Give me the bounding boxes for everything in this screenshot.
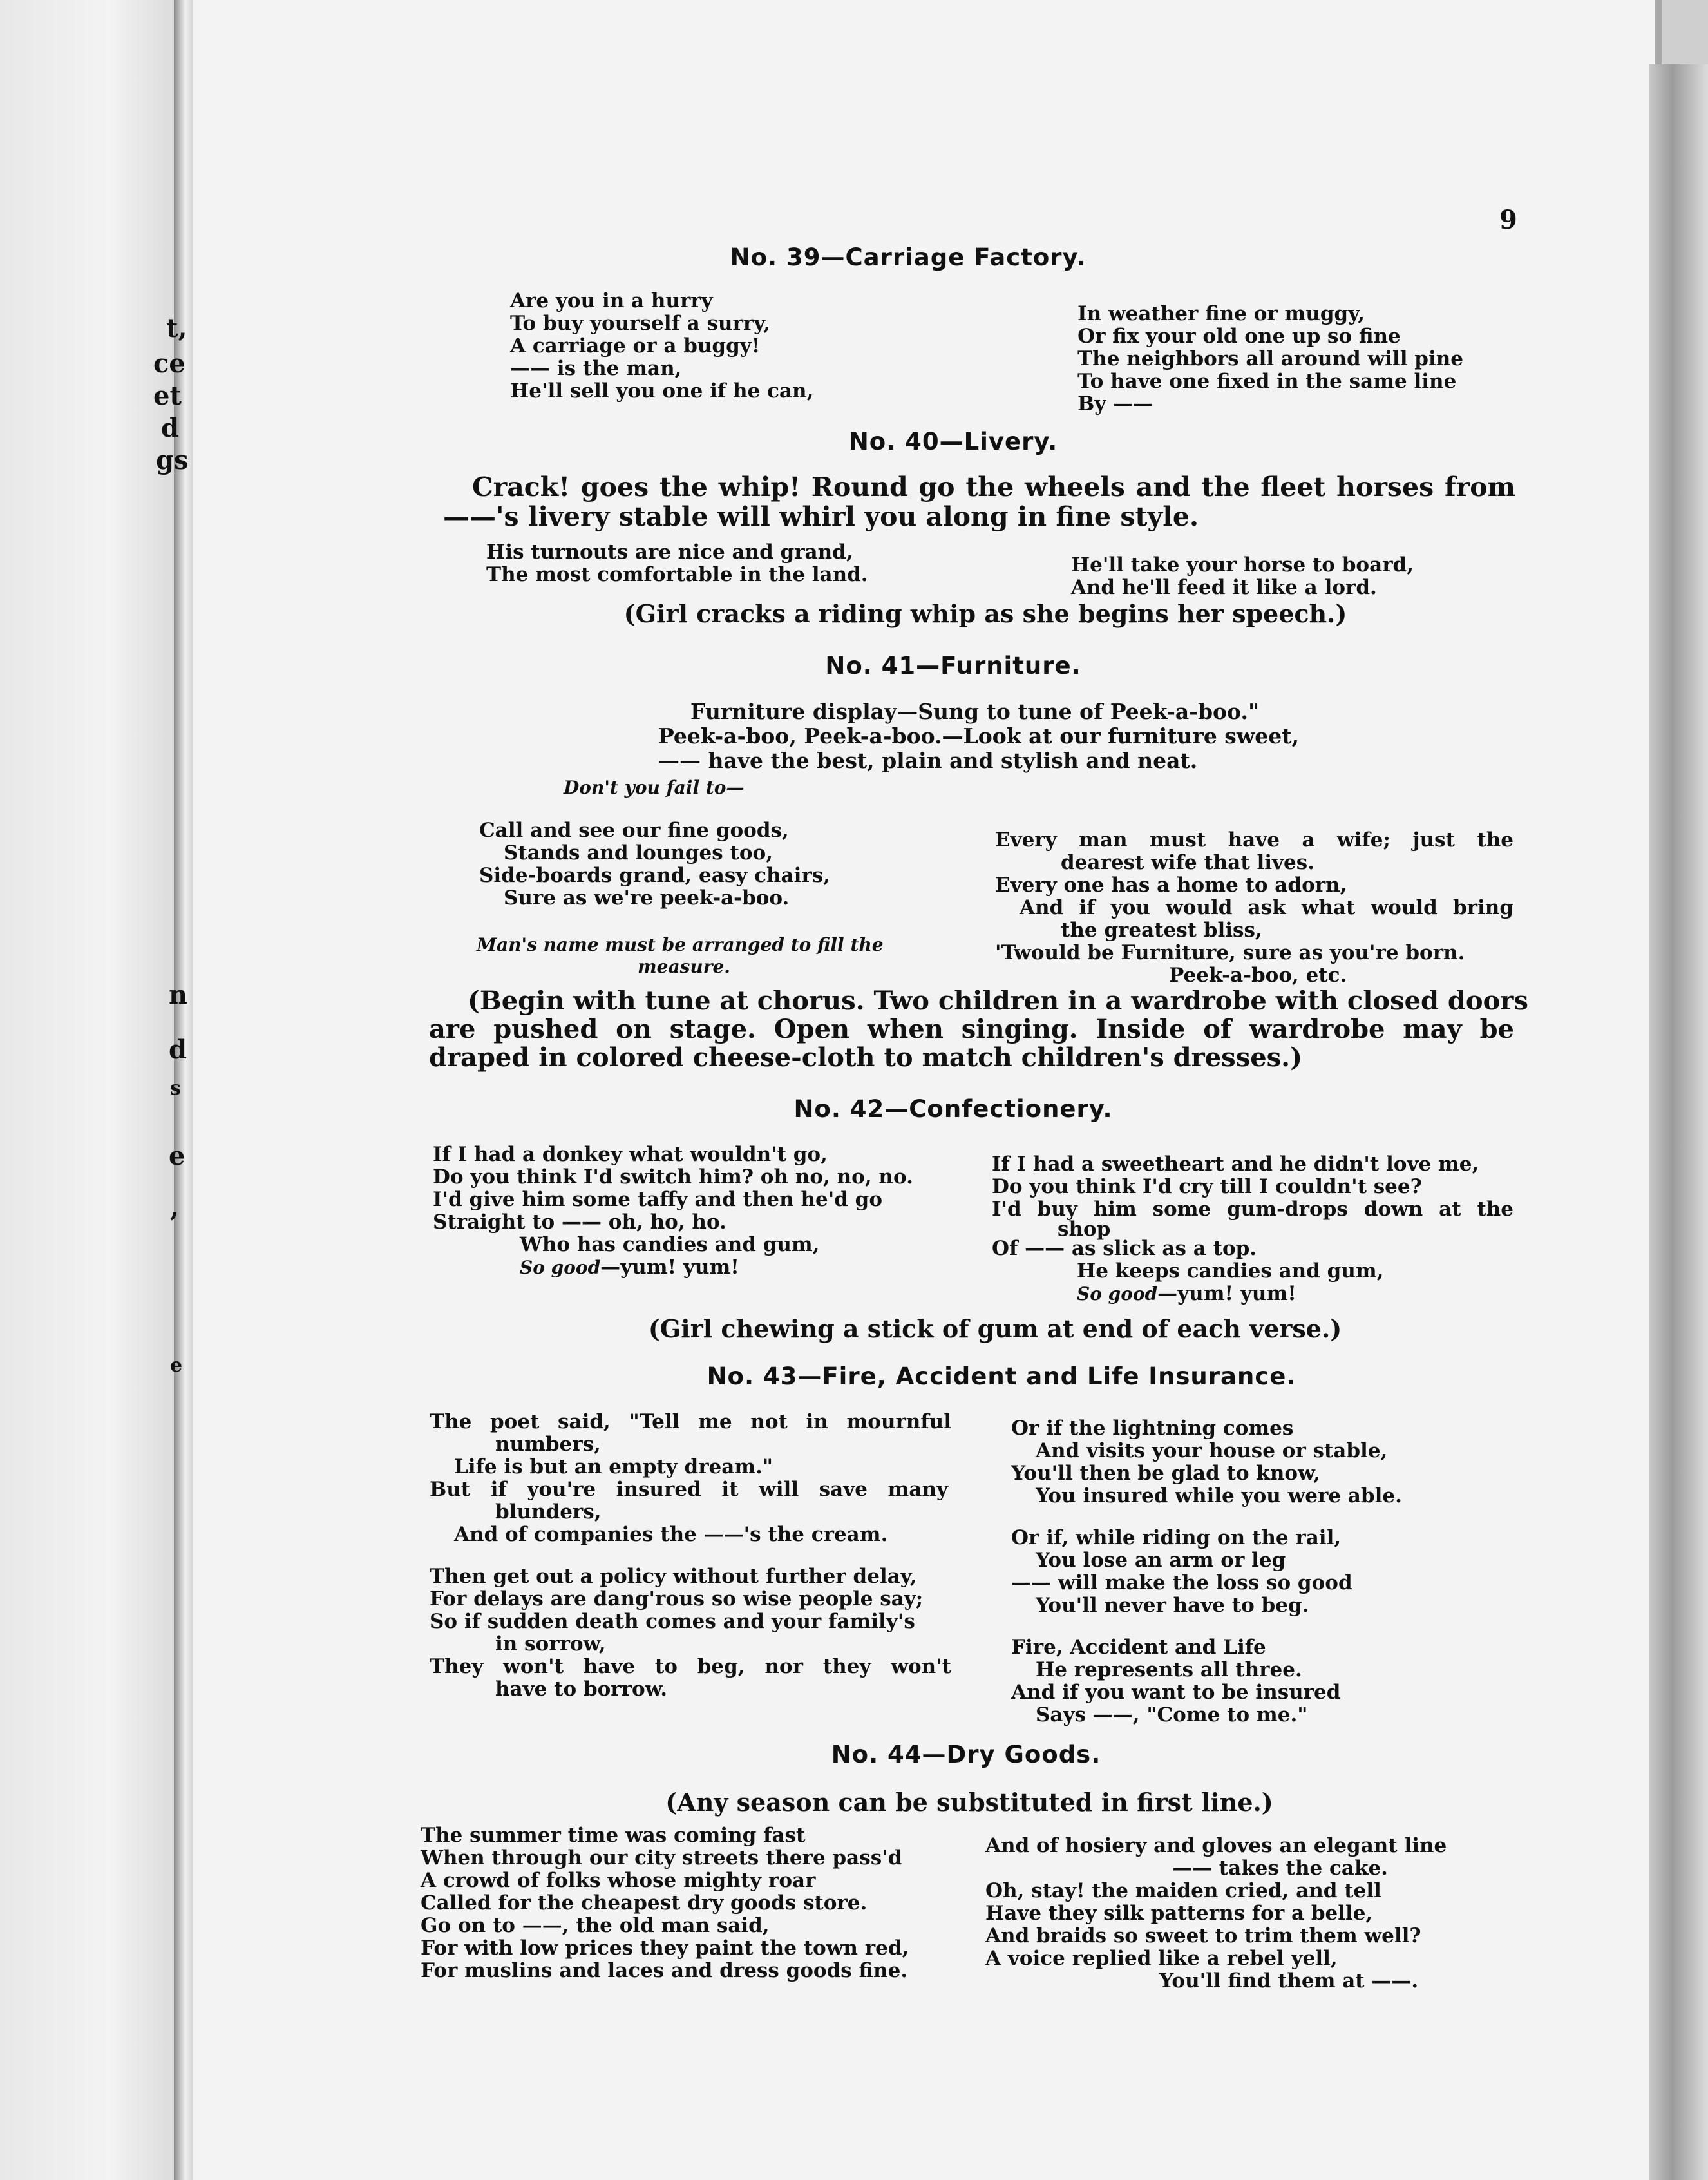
section-40-prose	[443, 472, 1515, 531]
verse-line: —— is the man,	[510, 357, 682, 380]
verse-line: Called for the cheapest dry goods store.	[421, 1891, 868, 1915]
verse-line: But if you're insured it will save many	[430, 1478, 948, 1501]
section-40-heading-wrap	[728, 428, 1179, 455]
verse-text: —yum! yum!	[600, 1256, 739, 1279]
section-41-heading-wrap	[708, 652, 1198, 680]
verse-line: I'd give him some taffy and then he'd go	[433, 1188, 883, 1211]
verse-line: The poet said, "Tell me not in mournful	[430, 1410, 951, 1433]
instruction-line: Man's name must be arranged to fill the	[477, 934, 884, 955]
verse-line: Fire, Accident and Life	[1011, 1636, 1266, 1659]
verse-line: You'll never have to beg.	[1036, 1594, 1309, 1617]
page-number: 9	[1499, 205, 1517, 235]
section-heading: No. 42—Confectionery.	[793, 1095, 1113, 1123]
cue-text: Don't you fail to—	[564, 777, 745, 798]
verse-line: Peek-a-boo, etc.	[1169, 964, 1347, 987]
verse-line: Oh, stay! the maiden cried, and tell	[985, 1879, 1381, 1902]
verse-line: To buy yourself a surry,	[510, 312, 771, 335]
verse-line: The summer time was coming fast	[421, 1824, 806, 1847]
section-44-right-verse	[985, 1835, 1501, 1993]
stage-direction: (Girl cracks a riding whip as she begins her speech.)	[623, 599, 1347, 628]
section-43-left-verse	[430, 1411, 951, 1701]
verse-line: dearest wife that lives.	[1061, 851, 1315, 874]
verse-line: in sorrow,	[495, 1632, 606, 1656]
margin-fragment: d	[161, 413, 179, 443]
italic-text: So good	[1077, 1283, 1158, 1305]
section-41-intro	[644, 700, 1352, 773]
section-42-left-verse	[433, 1143, 935, 1279]
section-44-left-verse	[421, 1824, 955, 1982]
verse-line: By ——	[1077, 392, 1153, 416]
margin-fragment: d	[169, 1035, 187, 1065]
verse-text: —yum! yum!	[1157, 1282, 1296, 1305]
margin-fragment: ,	[170, 1192, 179, 1223]
verse-line: Says ——, "Come to me."	[1036, 1703, 1308, 1726]
section-heading: No. 43—Fire, Accident and Life Insurance.	[707, 1362, 1296, 1390]
verse-line: Have they silk patterns for a belle,	[985, 1902, 1373, 1925]
margin-fragment: ce	[153, 349, 185, 379]
verse-line: Or if the lightning comes	[1011, 1417, 1294, 1440]
stage-direction: (Any season can be substituted in first line.)	[665, 1788, 1273, 1817]
intro-line: —— have the best, plain and stylish and neat.	[658, 748, 1198, 773]
verse-line: Are you in a hurry	[510, 289, 713, 312]
verse-line: A voice replied like a rebel yell,	[985, 1947, 1338, 1970]
margin-fragment: s	[170, 1077, 181, 1100]
verse-line: —— will make the loss so good	[1011, 1571, 1352, 1594]
section-41-prose	[429, 986, 1528, 1073]
italic-text: So good	[520, 1257, 601, 1278]
prose-line: are pushed on stage. Open when singing. Inside of wardrobe may be	[429, 1014, 1514, 1044]
verse-line: When through our city streets there pass'd	[421, 1846, 902, 1869]
verse-line: And visits your house or stable,	[1036, 1439, 1388, 1462]
verse-line: Who has candies and gum,	[520, 1233, 820, 1256]
verse-line: And if you would ask what would bring	[1020, 896, 1513, 919]
stanza-gap	[1011, 1507, 1513, 1527]
verse-line: Straight to —— oh, ho, ho.	[433, 1210, 726, 1234]
section-heading: No. 39—Carriage Factory.	[730, 244, 1086, 271]
verse-line: Every one has a home to adorn,	[995, 874, 1347, 897]
verse-line: Of —— as slick as a top.	[992, 1237, 1257, 1260]
verse-line: For muslins and laces and dress goods fine.	[421, 1959, 908, 1982]
verse-line: In weather fine or muggy,	[1077, 302, 1365, 325]
verse-line: You lose an arm or leg	[1036, 1549, 1286, 1572]
margin-fragment: e	[169, 1141, 185, 1171]
section-40-verses	[486, 541, 1414, 599]
verse-line: And he'll feed it like a lord.	[1070, 576, 1377, 599]
verse-line: And if you want to be insured	[1011, 1681, 1341, 1704]
verse-right	[1071, 554, 1414, 599]
intro-line: Peek-a-boo, Peek-a-boo.—Look at our furniture sweet,	[658, 723, 1300, 749]
section-heading: No. 41—Furniture.	[825, 652, 1081, 680]
section-44-note-wrap	[599, 1788, 1340, 1817]
verse-line: You'll find them at ——.	[1159, 1969, 1419, 1993]
verse-line: A carriage or a buggy!	[510, 334, 761, 358]
section-42-heading-wrap	[644, 1095, 1262, 1123]
margin-fragment: e	[170, 1354, 183, 1377]
verse-line: Side-boards grand, easy chairs,	[479, 864, 830, 887]
verse-line: His turnouts are nice and grand,	[486, 540, 853, 564]
verse-line	[992, 1283, 1513, 1305]
verse-line: He'll take your horse to board,	[1070, 553, 1414, 577]
verse-line: You insured while you were able.	[1036, 1484, 1402, 1507]
verse-line: Sure as we're peek-a-boo.	[504, 886, 790, 910]
verse-line: If I had a sweetheart and he didn't love me,	[992, 1152, 1479, 1176]
section-heading: No. 44—Dry Goods.	[831, 1741, 1101, 1768]
verse-line: Do you think I'd cry till I couldn't see?	[992, 1175, 1422, 1198]
instruction-line: measure.	[638, 956, 731, 977]
section-39-verses	[510, 290, 1463, 416]
verse-line: He represents all three.	[1036, 1658, 1302, 1681]
verse-line: Then get out a policy without further delay,	[430, 1565, 917, 1588]
section-42-note-wrap	[593, 1314, 1398, 1343]
prose-line: draped in colored cheese-cloth to match children's dresses.)	[429, 1042, 1303, 1073]
stanza-gap	[430, 1546, 951, 1565]
verse-line: Life is but an empty dream."	[454, 1455, 773, 1478]
verse-line: A crowd of folks whose mighty roar	[421, 1869, 816, 1892]
margin-fragment: n	[169, 980, 188, 1010]
prose-line: Crack! goes the whip! Round go the wheels and the fleet horses from	[472, 472, 1515, 502]
section-43-right-verse	[1011, 1417, 1513, 1726]
section-41-left-verse	[479, 819, 930, 910]
verse-line: Go on to ——, the old man said,	[421, 1914, 770, 1937]
verse-line: They won't have to beg, nor they won't	[430, 1655, 951, 1678]
verse-line: the greatest bliss,	[1061, 919, 1262, 942]
section-41-left-note	[477, 934, 940, 978]
prose-line: (Begin with tune at chorus. Two children in a wardrobe with closed doors	[468, 986, 1528, 1016]
verse-line: He keeps candies and gum,	[1077, 1259, 1384, 1283]
verse-left	[486, 541, 868, 599]
verse-line: Every man must have a wife; just the	[995, 828, 1513, 852]
verse-line: 'Twould be Furniture, sure as you're born.	[995, 941, 1465, 964]
verse-line: You'll then be glad to know,	[1011, 1462, 1321, 1485]
verse-line: To have one fixed in the same line	[1077, 370, 1457, 393]
verse-line: blunders,	[495, 1500, 602, 1524]
verse-line: Do you think I'd switch him? oh no, no, no.	[433, 1165, 913, 1189]
margin-fragment: gs	[156, 445, 189, 475]
verse-line: And of companies the ——'s the cream.	[454, 1523, 888, 1546]
verse-line: The neighbors all around will pine	[1077, 347, 1463, 370]
verse-line: Call and see our fine goods,	[479, 819, 789, 842]
page-edge	[1649, 64, 1708, 2180]
verse-line: have to borrow.	[495, 1678, 667, 1701]
verse-line: shop	[1058, 1218, 1111, 1241]
verse-line: Or fix your old one up so fine	[1077, 325, 1401, 348]
section-39-heading-wrap	[644, 244, 1172, 271]
intro-line: Furniture display—Sung to tune of Peek-a-boo."	[690, 699, 1260, 724]
verse-line: numbers,	[495, 1433, 601, 1456]
margin-fragment: et	[153, 381, 182, 411]
verse-line	[433, 1256, 935, 1279]
verse-line: For with low prices they paint the town red,	[421, 1936, 909, 1960]
stanza-gap	[1011, 1617, 1513, 1636]
verse-line: He'll sell you one if he can,	[510, 379, 814, 403]
margin-fragment: t,	[166, 313, 187, 343]
verse-line: And braids so sweet to trim them well?	[985, 1924, 1421, 1947]
verse-line: Stands and lounges too,	[504, 841, 773, 865]
verse-line: And of hosiery and gloves an elegant line	[985, 1834, 1447, 1857]
section-43-heading-wrap	[605, 1362, 1398, 1390]
verse-line: So if sudden death comes and your family's	[430, 1610, 915, 1633]
section-40-note-wrap	[599, 599, 1372, 628]
verse-line: I'd buy him some gum-drops down at the	[992, 1198, 1513, 1221]
verse-right	[1077, 303, 1463, 416]
verse-line: If I had a donkey what wouldn't go,	[433, 1143, 828, 1166]
verse-line: —— takes the cake.	[1172, 1857, 1388, 1880]
verse-line: The most comfortable in the land.	[486, 563, 868, 586]
section-42-right-verse	[992, 1153, 1513, 1305]
prose-line: ——'s livery stable will whirl you along in fine style.	[443, 501, 1199, 532]
verse-left	[510, 290, 813, 416]
section-heading: No. 40—Livery.	[848, 428, 1058, 455]
section-41-right-verse	[995, 829, 1513, 987]
left-page	[0, 0, 184, 2180]
verse-line: Or if, while riding on the rail,	[1011, 1526, 1342, 1549]
stage-direction: (Girl chewing a stick of gum at end of each verse.)	[648, 1314, 1342, 1343]
verse-line: For delays are dang'rous so wise people say;	[430, 1587, 924, 1611]
section-44-heading-wrap	[676, 1741, 1256, 1768]
